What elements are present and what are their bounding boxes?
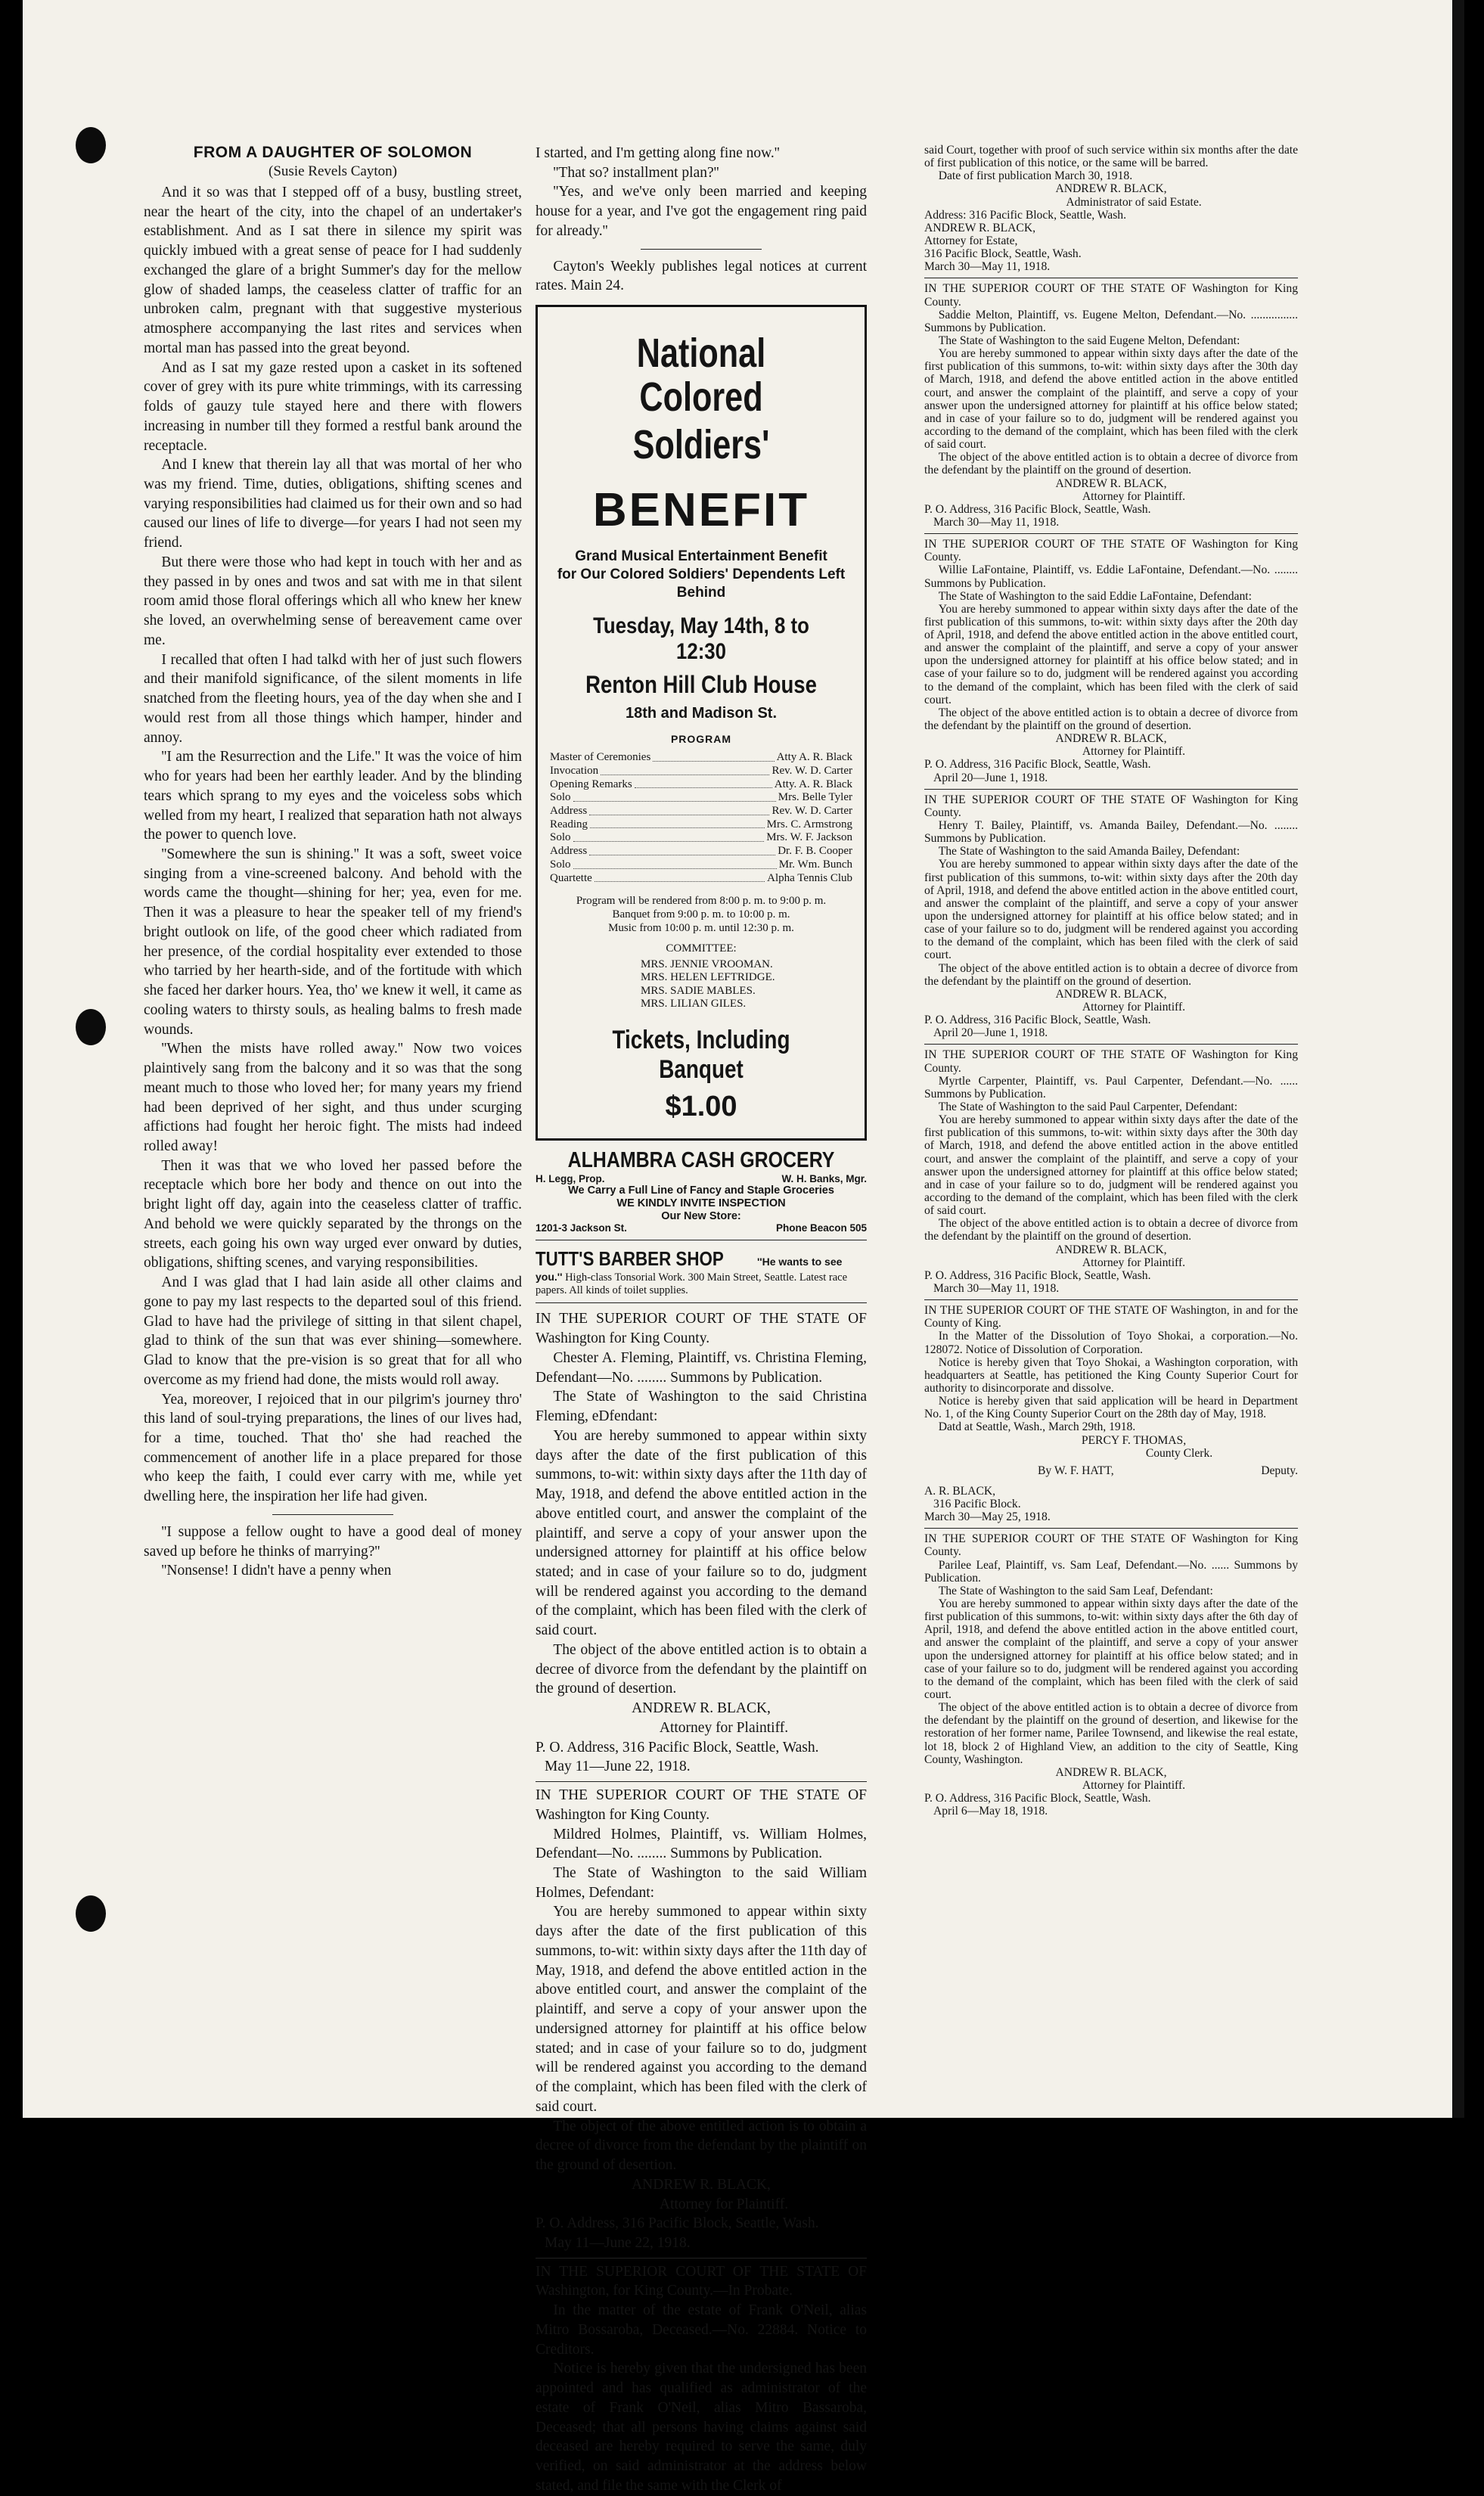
notice-signature-title: Attorney for Plaintiff. — [659, 1719, 789, 1736]
committee-heading: COMMITTEE: — [666, 942, 737, 955]
notice-signature-title: Attorney for Plaintiff. — [1082, 489, 1186, 503]
program-leader-dots — [589, 805, 769, 815]
summons-notice — [924, 1048, 1298, 1295]
program-name: Rev. W. D. Carter — [771, 805, 852, 818]
probate-attorney: ANDREW R. BLACK, — [924, 221, 1035, 234]
notice-body: You are hereby summoned to appear within sixty days after the date of the first publication of this summons, to-wit: within sixty days after the 6th day of April, 1918, and defend the above entitled action in the above entitled court, and answer the complaint of the plaintiff, and serve a copy of your answer upon the undersigned attorney for plaintiff at his office below stated; and in case of your failure so to do, judgment will be rendered against you according to the demand of the complaint, which has been filed with the clerk of said court. — [924, 1597, 1298, 1702]
joke-text — [144, 1523, 522, 1581]
notice-object: The object of the above entitled action is to obtain a decree of divorce from the defendant by the plaintiff on the ground of desertion, and likewise for the restoration of her former name, Parilee Townsend, and likewise the real estate, lot 18, block 2 of Highland View, an addition to the city of Seattle, King County, Washington. — [924, 1701, 1298, 1766]
notice-body: You are hereby summoned to appear within sixty days after the date of the first publication of this summons, to-wit: within sixty days after the 11th day of May, 1918, and defend the above entitled action in the above entitled court, and answer the complaint of the plaintiff, and serve a copy of your answer upon the undersigned attorney for plaintiff at his office below stated; and in case of your failure so to do, judgment will be rendered against you according to the demand of the complaint, which has been filed with the clerk of said court. — [536, 1904, 867, 2115]
scan-edge — [1452, 0, 1464, 2118]
ad-headline-benefit: BENEFIT — [592, 484, 810, 537]
program-row — [550, 831, 852, 845]
story-paragraph: ''Somewhere the sun is shining.'' It was a soft, sweet voice singing from a vine-screened balcony. And behold with the words came the thought—shining for her; yea, even for me. Then it was a pleasure to hear the speaker tell of my friend's bright outlook on life, of the good cheer which radiated from her presence, of the cordial hospitality ever extended to those who tarried by her hearth-side, and of the fortitude with which she faced her darker hours. Yea, tho' we knew it well, it came as cooling waters to thirsty souls, as healing balms to fresh made wounds. — [144, 846, 522, 1038]
notice-body: You are hereby summoned to appear within sixty days after the date of the first publication of this summons, to-wit: within sixty days after the 20th day of April, 1918, and defend the above entitled action in the above entitled court, and answer the complaint of the plaintiff, and serve a copy of your answer upon the undersigned attorney for plaintiff at his office below stated; and in case of your failure so to do, judgment will be rendered against you according to the demand of the complaint, which has been filed with the clerk of said court. — [924, 858, 1298, 962]
notice-body: You are hereby summoned to appear within sixty days after the date of the first publication of this summons, to-wit: within sixty days after the 30th day of March, 1918, and defend the above entitled action in the above entitled court, and answer the complaint of the plaintiff, and serve a copy of your answer upon the undersigned attorney for plaintiff at his office below stated; and in case of your failure so to do, judgment will be rendered against you according to the demand of the complaint, which has been filed with the clerk of said court. — [924, 347, 1298, 452]
notice-signature-title: Attorney for Plaintiff. — [1082, 1001, 1186, 1014]
notice-signature: ANDREW R. BLACK, — [632, 2176, 771, 2193]
program-role: Solo — [550, 791, 571, 804]
grocery-ad — [536, 1148, 867, 1234]
notice-object: The object of the above entitled action is to obtain a decree of divorce from the defendant by the plaintiff on the ground of desertion. — [924, 961, 1298, 988]
punch-hole-middle — [76, 1009, 106, 1045]
grocery-mgr: W. H. Banks, Mgr. — [781, 1173, 867, 1185]
notice-address: P. O. Address, 316 Pacific Block, Seattle, Wash. — [536, 1739, 819, 1756]
probate-address: Address: 316 Pacific Block, Seattle, Wash. — [924, 208, 1126, 222]
grocery-line-3: Our New Store: — [661, 1209, 741, 1222]
notice-date: April 6—May 18, 1918. — [933, 1805, 1048, 1818]
summons-notice — [924, 282, 1298, 529]
barber-quote: ''He wants to see you.'' — [536, 1256, 843, 1284]
joke-line: ''Yes, and we've only been married and keeping house for a year, and I've got the engagement ring paid for already.'' — [536, 184, 867, 239]
program-time-line: Music from 10:00 p. m. until 12:30 p. m. — [608, 922, 794, 935]
benefit-ad — [536, 305, 867, 1141]
notice-date: May 11—June 22, 1918. — [545, 1759, 691, 1775]
program-leader-dots — [653, 751, 774, 762]
notice-parties: Parilee Leaf, Plaintiff, vs. Sam Leaf, Defendant.—No. ...... Summons by Publication. — [924, 1558, 1298, 1585]
notice-address: P. O. Address, 316 Pacific Block, Seattle, Wash. — [924, 758, 1151, 771]
program-row — [550, 858, 852, 872]
probate-run-dates: March 30—May 11, 1918. — [924, 260, 1051, 274]
program-list — [550, 751, 852, 885]
program-row — [550, 845, 852, 858]
program-row — [550, 765, 852, 778]
separator-rule — [536, 2258, 867, 2259]
probate-notice-continued — [924, 144, 1298, 273]
program-role: Solo — [550, 858, 571, 871]
punch-hole-top — [76, 127, 106, 163]
column-story — [144, 144, 522, 2095]
separator-rule — [924, 533, 1298, 534]
probate-pub-date: Date of first publication March 30, 1918. — [938, 169, 1133, 183]
column-legal-notices — [924, 144, 1298, 2095]
program-name: Rev. W. D. Carter — [771, 765, 852, 778]
summons-notice — [536, 1786, 867, 2253]
ad-line-national-colored: National Colored — [636, 331, 766, 421]
joke-line: I started, and I'm getting along fine now.'' — [536, 145, 780, 161]
grocery-prop: H. Legg, Prop. — [536, 1173, 605, 1185]
barber-name: TUTT'S BARBER SHOP — [536, 1247, 724, 1271]
grocery-address: 1201-3 Jackson St. — [536, 1222, 627, 1234]
notice-body: You are hereby summoned to appear within sixty days after the date of the first publication of this summons, to-wit: within sixty days after the 11th day of May, 1918, and defend the above entitled action in the above entitled court, and answer the complaint of the plaintiff, and serve a copy of your answer upon the undersigned attorney for plaintiff at his office below stated; and in case of your failure so to do, judgment will be rendered against you according to the demand of the complaint, which has been filed with the clerk of said court. — [536, 1427, 867, 1639]
barber-ad — [536, 1248, 867, 1296]
notice-date: May 11—June 22, 1918. — [545, 2234, 691, 2251]
notice-state: The State of Washington to the said Paul Carpenter, Defendant: — [938, 1100, 1238, 1113]
joke-line: ''That so? installment plan?'' — [553, 164, 719, 181]
notice-signature-title: Attorney for Plaintiff. — [1082, 745, 1186, 759]
punch-hole-bottom — [76, 1895, 106, 1932]
notice-parties: Mildred Holmes, Plaintiff, vs. William Holmes, Defendant—No. ........ Summons by Publication. — [536, 1826, 867, 1862]
separator-rule — [924, 1528, 1298, 1529]
legal-notices-col3 — [924, 282, 1298, 1300]
program-leader-dots — [573, 791, 776, 802]
notice-signature-title: Attorney for Plaintiff. — [659, 2196, 789, 2212]
leaf-notice — [924, 1532, 1298, 1818]
notice-signature: ANDREW R. BLACK, — [1055, 1243, 1167, 1256]
notice-state: The State of Washington to the said Sam Leaf, Defendant: — [938, 1584, 1213, 1597]
program-leader-dots — [590, 818, 765, 829]
notice-dated: Datd at Seattle, Wash., March 29th, 1918. — [938, 1420, 1136, 1434]
notice-court: IN THE SUPERIOR COURT OF THE STATE OF Washington, for King County.—In Probate. — [536, 2263, 867, 2299]
legal-notice-rates: Cayton's Weekly publishes legal notices at current rates. Main 24. — [536, 258, 867, 294]
program-row — [550, 778, 852, 792]
committee-member: MRS. SADIE MABLES. — [641, 984, 756, 997]
separator-rule — [924, 1299, 1298, 1300]
story-paragraph: But there were those who had kept in touch with her and as they passed in by ones and twos and sat with me in that silent room amid those floral offerings which all who knew her knew she loved, an overwhelming sense of bereavement came over me. — [144, 554, 522, 648]
notice-deputy: Deputy. — [1261, 1464, 1298, 1477]
joke-continuation — [536, 144, 867, 241]
notice-signature-title: Attorney for Plaintiff. — [1082, 1256, 1186, 1269]
notice-date: March 30—May 11, 1918. — [933, 1281, 1060, 1295]
notice-body: You are hereby summoned to appear within sixty days after the date of the first publication of this summons, to-wit: within sixty days after the 30th day of March, 1918, and defend the above entitled action in the above entitled court, and answer the complaint of the plaintiff, and serve a copy of your answer upon the undersigned attorney for plaintiff at this office below stated; and in case of your failure so to do, judgment will be rendered against you according to the demand of the complaint, which has been filed with the clerk of said court. — [924, 1113, 1298, 1218]
notice-date: April 20—June 1, 1918. — [933, 1026, 1048, 1040]
story-paragraph: And I was glad that I had lain aside all other claims and gone to pay my last respects to the departed soul of this friend. Glad to have had the privilege of sitting in that silent chapel, glad to think of the sun that was ever shining—somewhere. Glad to know that the pre-vision is so great that for all who overcome as my friend had done, the mists would roll away. — [144, 1274, 522, 1388]
story-paragraph: And I knew that therein lay all that was mortal of her who was my friend. Time, duties, obligations, shifting scenes and varying responsibilities had claimed us for their own and so had caused our lines of life to diverge—for years I had not seen my friend. — [144, 457, 522, 551]
probate-notice — [536, 2262, 867, 2496]
notice-court: IN THE SUPERIOR COURT OF THE STATE OF Washington for King County. — [924, 282, 1298, 309]
program-role: Master of Ceremonies — [550, 751, 651, 764]
ad-address: 18th and Madison St. — [625, 705, 778, 722]
notice-state: The State of Washington to the said Amanda Bailey, Defendant: — [938, 845, 1240, 858]
notice-court: IN THE SUPERIOR COURT OF THE STATE OF Washington, in and for the County of King. — [924, 1304, 1298, 1330]
committee-member: MRS. JENNIE VROOMAN. — [641, 958, 773, 971]
program-role: Reading — [550, 818, 588, 830]
ad-subtitle-2: for Our Colored Soldiers' Dependents Left Behind — [557, 566, 846, 601]
program-name: Alpha Tennis Club — [767, 871, 852, 884]
program-row — [550, 791, 852, 805]
story-paragraph: ''When the mists have rolled away.'' Now two voices plaintively sang from the balcony and it so was that the song meant much to those who loved her; for many years my friend had been deprived of her sight, and thus under scurging affictions had fought her heroic fight. The mists had indeed rolled away! — [144, 1041, 522, 1154]
story-paragraph: Then it was that we who loved her passed before the receptacle which bore her body and thence on out into the bright light off day, again into the ceaseless clatter of traffic. And behold we were quickly separated by the throngs on the streets, each going his own way urged ever onward by duties, obligations, shifting scenes, and varying responsibilities. — [144, 1157, 522, 1271]
program-role: Address — [550, 805, 588, 818]
notice-address: P. O. Address, 316 Pacific Block, Seattle, Wash. — [924, 1268, 1151, 1282]
story-title: FROM A DAUGHTER OF SOLOMON — [193, 144, 473, 161]
summons-notice — [536, 1309, 867, 1777]
program-role: Address — [550, 845, 588, 858]
notice-court: IN THE SUPERIOR COURT OF THE STATE OF Washington for King County. — [536, 1787, 867, 1823]
notice-date: March 30—May 11, 1918. — [933, 515, 1060, 529]
ad-line-soldiers: Soldiers' — [632, 421, 770, 467]
committee-list — [550, 958, 852, 1011]
notice-court: IN THE SUPERIOR COURT OF THE STATE OF Washington for King County. — [924, 793, 1298, 819]
summons-notice — [924, 538, 1298, 784]
program-leader-dots — [589, 845, 775, 855]
notice-state: The State of Washington to the said Christina Fleming, eDfendant: — [536, 1389, 867, 1425]
program-name: Mrs. W. F. Jackson — [766, 831, 852, 844]
notice-parties: Chester A. Fleming, Plaintiff, vs. Christina Fleming, Defendant—No. ........ Summons by Publication. — [536, 1349, 867, 1386]
program-role: Quartette — [550, 871, 592, 884]
program-role: Opening Remarks — [550, 778, 632, 790]
notice-court: IN THE SUPERIOR COURT OF THE STATE OF Washington for King County. — [924, 538, 1298, 564]
notice-court: IN THE SUPERIOR COURT OF THE STATE OF Washington for King County. — [924, 1048, 1298, 1075]
program-heading: PROGRAM — [670, 733, 732, 746]
notice-state: The State of Washington to the said Eugene Melton, Defendant: — [938, 334, 1240, 347]
program-times — [550, 894, 852, 935]
notice-date: April 20—June 1, 1918. — [933, 771, 1048, 784]
grocery-phone: Phone Beacon 505 — [775, 1222, 867, 1234]
notice-clerk-title: County Clerk. — [1145, 1446, 1213, 1460]
notice-date: March 30—May 25, 1918. — [924, 1510, 1051, 1524]
grocery-line-1: We Carry a Full Line of Fancy and Staple Groceries — [568, 1184, 834, 1197]
notice-state: The State of Washington to the said Eddie LaFontaine, Defendant: — [938, 589, 1252, 603]
barber-text: High-class Tonsorial Work. 300 Main Street, Seattle. Latest race papers. All kinds of toilet supplies. — [536, 1271, 848, 1296]
notice-object: The object of the above entitled action is to obtain a decree of divorce from the defendant by the plaintiff on the ground of desertion. — [924, 451, 1298, 477]
story-paragraph: ''I am the Resurrection and the Life.'' It was the voice of him who for years had been her earthly leader. And by the blinding tears which sprang to my eyes and the voiceless sobs which welled from my heart, I realized that separation hath not always the power to quench love. — [144, 749, 522, 843]
program-role: Invocation — [550, 765, 599, 778]
probate-attorney-title: Attorney for Estate, — [924, 234, 1018, 247]
program-row — [550, 805, 852, 818]
notice-matter: In the Matter of the Dissolution of Toyo Shokai, a corporation.—No. 128072. Notice of Dissolution of Corporation. — [924, 1330, 1298, 1356]
separator-rule — [536, 1781, 867, 1782]
notice-court: IN THE SUPERIOR COURT OF THE STATE OF Washington for King County. — [924, 1532, 1298, 1559]
notice-court: IN THE SUPERIOR COURT OF THE STATE OF Washington for King County. — [536, 1311, 867, 1347]
notice-parties: Saddie Melton, Plaintiff, vs. Eugene Melton, Defendant.—No. ................ Summons by Publication. — [924, 308, 1298, 334]
notice-attorney: A. R. BLACK, — [924, 1484, 996, 1498]
joke-line: ''Nonsense! I didn't have a penny when — [161, 1563, 392, 1579]
ad-date: Tuesday, May 14th, 8 to 12:30 — [593, 613, 809, 665]
separator-rule — [272, 1514, 393, 1515]
program-time-line: Banquet from 9:00 p. m. to 10:00 p. m. — [612, 908, 790, 921]
notice-clerk: PERCY F. THOMAS, — [1081, 1433, 1187, 1447]
summons-notice — [924, 793, 1298, 1040]
probate-attorney-address: 316 Pacific Block, Seattle, Wash. — [924, 247, 1082, 261]
program-leader-dots — [595, 872, 765, 883]
notice-signature-title: Attorney for Plaintiff. — [1082, 1779, 1186, 1793]
story-paragraph: And it so was that I stepped off of a busy, bustling street, near the heart of the city, into the chapel of an undertaker's establishment. And as I sat there in silence my spirit was quickly imbued with a great sense of peace for I had suddenly exchanged the glare of a bright Summer's day for the mellow glow of shaded lamps, the ceaseless clatter of traffic for an unbroken calm, pregnant with that suggestive mysterious atmosphere accompanying the last rites and services when mortal man has passed into the great beyond. — [144, 185, 522, 356]
program-row — [550, 818, 852, 832]
probate-continuation: said Court, together with proof of such service within six months after the date of first publication of this notice, or the same will be barred. — [924, 144, 1298, 170]
separator-rule — [536, 1302, 867, 1303]
notice-matter: In the matter of the estate of Frank O'Neil, alias Mitro Bossaroba, Deceased.—No. 22884. Notice to Creditors. — [536, 2302, 867, 2358]
notice-body: Notice is hereby given that Toyo Shokai, a Washington corporation, with headquarters at Seattle, has petitioned the King County Superior Court for authority to disincorporate and dissolve. — [924, 1355, 1298, 1395]
grocery-line-2: WE KINDLY INVITE INSPECTION — [616, 1197, 786, 1209]
notice-address: P. O. Address, 316 Pacific Block, Seattle, Wash. — [924, 502, 1151, 516]
notice-address: P. O. Address, 316 Pacific Block, Seattle, Wash. — [536, 2215, 819, 2232]
program-name: Mrs. C. Armstrong — [766, 818, 852, 830]
notice-body: Notice is hereby given that said application will be heard in Department No. 1, of the King County Superior Court on the 28th day of May, 1918. — [924, 1395, 1298, 1421]
program-leader-dots — [573, 858, 777, 869]
notice-address: P. O. Address, 316 Pacific Block, Seattle, Wash. — [924, 1014, 1151, 1027]
probate-signature: ANDREW R. BLACK, — [1055, 182, 1167, 196]
column-ads — [536, 144, 867, 2494]
program-leader-dots — [573, 831, 765, 842]
program-leader-dots — [601, 765, 769, 775]
program-leader-dots — [635, 778, 772, 789]
notice-signature: ANDREW R. BLACK, — [1055, 732, 1167, 746]
notice-attorney-address: 316 Pacific Block. — [933, 1498, 1021, 1511]
notice-object: The object of the above entitled action is to obtain a decree of divorce from the defendant by the plaintiff on the ground of desertion. — [536, 2118, 867, 2174]
notice-signature: ANDREW R. BLACK, — [1055, 477, 1167, 490]
committee-member: MRS. HELEN LEFTRIDGE. — [641, 971, 775, 984]
notice-object: The object of the above entitled action is to obtain a decree of divorce from the defendant by the plaintiff on the ground of desertion. — [536, 1641, 867, 1697]
story-paragraph: I recalled that often I had talkd with her of just such flowers and their manifold significance, of the silent moments in life snatched from the fleeting hours, yea of the day when she and I would rest from all those things which hamper, hinder and annoy. — [144, 651, 522, 746]
story-paragraph: And as I sat my gaze rested upon a casket in its softened cover of grey with its pure white trimmings, with its carressing folds of gauzy tule stayed here and there with flowers increasing in number till they formed a restful bank around the receptacle. — [144, 359, 522, 454]
notice-signature: ANDREW R. BLACK, — [1055, 987, 1167, 1001]
program-name: Mrs. Belle Tyler — [778, 791, 852, 804]
grocery-name: ALHAMBRA CASH GROCERY — [567, 1148, 835, 1173]
ad-venue: Renton Hill Club House — [585, 671, 817, 699]
ad-tickets: Tickets, Including Banquet — [612, 1026, 790, 1085]
program-name: Dr. F. B. Cooper — [778, 845, 852, 858]
notice-object: The object of the above entitled action is to obtain a decree of divorce from the defendant by the plaintiff on the ground of desertion. — [924, 1217, 1298, 1243]
separator-rule — [641, 249, 762, 250]
program-name: Mr. Wm. Bunch — [778, 858, 852, 871]
notice-signature: ANDREW R. BLACK, — [632, 1700, 771, 1717]
story-paragraph: Yea, moreover, I rejoiced that in our pilgrim's journey thro' this land of soul-trying preparations, the lines of our lives had, for a time, touched. That tho' she had reached the commencement of another life in a place prepared for those who keep the faith, I could ever carry with me, while yet dwelling here, the inspiration her life had given. — [144, 1391, 522, 1505]
notice-parties: Myrtle Carpenter, Plaintiff, vs. Paul Carpenter, Defendant.—No. ...... Summons by Publication. — [924, 1074, 1298, 1101]
separator-rule — [924, 789, 1298, 790]
story-body — [144, 183, 522, 1507]
notice-state: The State of Washington to the said William Holmes, Defendant: — [536, 1865, 867, 1901]
joke-line: ''I suppose a fellow ought to have a good deal of money saved up before he thinks of marrying?'' — [144, 1523, 522, 1560]
story-byline: (Susie Revels Cayton) — [269, 163, 397, 179]
separator-rule — [924, 1044, 1298, 1045]
program-row — [550, 872, 852, 886]
program-row — [550, 751, 852, 765]
program-time-line: Program will be rendered from 8:00 p. m. to 9:00 p. m. — [576, 895, 827, 908]
notice-parties: Willie LaFontaine, Plaintiff, vs. Eddie LaFontaine, Defendant.—No. ........ Summons by Publication. — [924, 563, 1298, 590]
ad-price: $1.00 — [665, 1091, 737, 1123]
notice-by: By W. F. HATT, — [1038, 1464, 1114, 1477]
notice-address: P. O. Address, 316 Pacific Block, Seattle, Wash. — [924, 1792, 1151, 1805]
committee-member: MRS. LILIAN GILES. — [641, 997, 747, 1010]
notice-parties: Henry T. Bailey, Plaintiff, vs. Amanda Bailey, Defendant.—No. ........ Summons by Publication. — [924, 819, 1298, 846]
probate-signature-title: Administrator of said Estate. — [1066, 195, 1202, 209]
notice-signature: ANDREW R. BLACK, — [1055, 1765, 1167, 1779]
notice-body: Notice is hereby given that the undersigned has been appointed and has qualified as administrator of the estate of Frank O'Neil, alias Mitro Bassaroba, Deceased; that all persons having claims against said deceased are hereby required to serve the same, duly verified, on said administrator at the address below stated, and file the same with the Clerk of — [536, 2361, 867, 2494]
notice-body: You are hereby summoned to appear within sixty days after the date of the first publication of this summons, to-wit: within sixty days after the 20th day of April, 1918, and defend the above entitled action in the above entitled court, and answer the complaint of the plaintiff, and serve a copy of your answer upon the undersigned attorney for plaintiff at his office below stated; and in case of your failure so to do, judgment will be rendered against you according to the demand of the complaint, which has been filed with the clerk of said court. — [924, 602, 1298, 706]
notice-object: The object of the above entitled action is to obtain a decree of divorce from the defendant by the plaintiff on the ground of desertion. — [924, 706, 1298, 733]
dissolution-notice — [924, 1304, 1298, 1523]
program-name: Atty A. R. Black — [776, 751, 852, 764]
program-role: Solo — [550, 831, 571, 844]
ad-subtitle-1: Grand Musical Entertainment Benefit — [575, 548, 827, 565]
legal-notices-col2 — [536, 1309, 867, 2258]
program-name: Atty. A. R. Black — [774, 778, 852, 790]
